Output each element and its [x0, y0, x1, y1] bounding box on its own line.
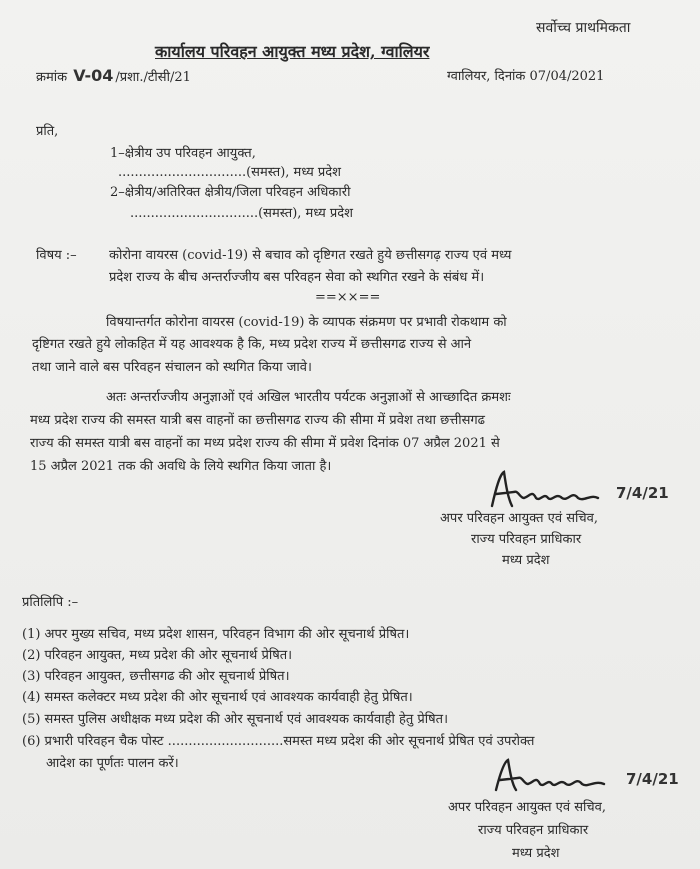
paragraph-1-line-2: दृष्टिगत रखते हुये लोकहित में यह आवश्यक है कि, मध्य प्रदेश राज्य में छत्तीसगढ राज्य से आने [32, 337, 472, 352]
signatory-2-title-line-2: राज्य परिवहन प्राधिकार [478, 823, 589, 838]
ref-handwritten: V-04 [73, 66, 114, 85]
copy-item-6: (6) प्रभारी परिवहन चैक पोस्ट ............................समस्त मध्य प्रदेश की ओर सूचनार्थ प्रेषित एवं उपरोक्त [22, 734, 535, 749]
priority-label: सर्वोच्च प्राथमिकता [536, 20, 631, 36]
paragraph-2-line-2: मध्य प्रदेश राज्य की समस्त यात्री बस वाहनों का छत्तीसगढ राज्य की सीमा में प्रवेश तथा छत्तीसगढ [30, 413, 485, 428]
subject-line-1: कोरोना वायरस (covid-19) से बचाव को दृष्टिगत रखते हुये छत्तीसगढ़ राज्य एवं मध्य [109, 248, 512, 263]
copy-item-4: (4) समस्त कलेक्टर मध्य प्रदेश की ओर सूचनार्थ एवं आवश्यक कार्यवाही हेतु प्रेषित। [22, 690, 413, 705]
signatory-1-title-line-2: राज्य परिवहन प्राधिकार [471, 532, 582, 547]
paragraph-2-line-1: अतः अन्तर्राज्जीय अनुज्ञाओं एवं अखिल भारतीय पर्यटक अनुज्ञाओं से आच्छादित क्रमशः [106, 390, 511, 405]
recipient-2-line-2: ...............................(समस्त), मध्य प्रदेश [130, 206, 354, 221]
copy-item-6-line-2: आदेश का पूर्णतः पालन करें। [46, 756, 179, 771]
signatory-2-title-line-3: मध्य प्रदेश [512, 846, 560, 861]
subject-line-2: प्रदेश राज्य के बीच अन्तर्राज्जीय बस परिवहन सेवा को स्थगित रखने के संबंध में। [109, 270, 485, 285]
ref-suffix: /प्रशा./टीसी/21 [115, 70, 191, 85]
paragraph-2-line-3: राज्य की समस्त यात्री बस वाहनों का मध्य प्रदेश राज्य की सीमा में प्रवेश दिनांक 07 अप्रैल 2021 से [30, 436, 500, 451]
copy-item-2: (2) परिवहन आयुक्त, मध्य प्रदेश की ओर सूचनार्थ प्रेषित। [22, 648, 293, 663]
signature-1-date: 7/4/21 [616, 484, 669, 502]
signature-2-date: 7/4/21 [626, 770, 679, 788]
signatory-2-title-line-1: अपर परिवहन आयुक्त एवं सचिव, [448, 800, 606, 815]
ref-prefix: क्रमांक [36, 70, 68, 85]
place-date: ग्वालियर, दिनांक 07/04/2021 [447, 69, 605, 84]
signatory-1-title-line-3: मध्य प्रदेश [502, 553, 550, 568]
separator: ==××== [315, 290, 381, 305]
subject-label: विषय :– [36, 248, 77, 263]
copies-label: प्रतिलिपि :– [22, 595, 79, 610]
recipient-1-line-2: ...............................(समस्त), मध्य प्रदेश [118, 165, 342, 180]
recipient-1-line-1: 1–क्षेत्रीय उप परिवहन आयुक्त, [110, 146, 256, 161]
signature-2-image [490, 756, 620, 798]
paragraph-2-line-4: 15 अप्रैल 2021 तक की अवधि के लिये स्थगित किया जाता है। [30, 459, 332, 474]
copy-item-1: (1) अपर मुख्य सचिव, मध्य प्रदेश शासन, परिवहन विभाग की ओर सूचनार्थ प्रेषित। [22, 627, 410, 642]
copy-item-5: (5) समस्त पुलिस अधीक्षक मध्य प्रदेश की ओर सूचनार्थ एवं आवश्यक कार्यवाही हेतु प्रेषित। [22, 712, 449, 727]
office-title: कार्यालय परिवहन आयुक्त मध्य प्रदेश, ग्वालियर [155, 42, 430, 61]
reference-number [36, 66, 191, 85]
paragraph-1-line-3: तथा जाने वाले बस परिवहन संचालन को स्थगित किया जावे। [32, 360, 312, 375]
signatory-1-title-line-1: अपर परिवहन आयुक्त एवं सचिव, [440, 511, 598, 526]
paragraph-1-line-1: विषयान्तर्गत कोरोना वायरस (covid-19) के व्यापक संक्रमण पर प्रभावी रोकथाम को [106, 315, 507, 330]
to-label: प्रति, [36, 124, 59, 139]
copy-item-3: (3) परिवहन आयुक्त, छत्तीसगढ की ओर सूचनार्थ प्रेषित। [22, 669, 290, 684]
recipient-2-line-1: 2–क्षेत्रीय/अतिरिक्त क्षेत्रीय/जिला परिवहन अधिकारी [110, 185, 351, 200]
